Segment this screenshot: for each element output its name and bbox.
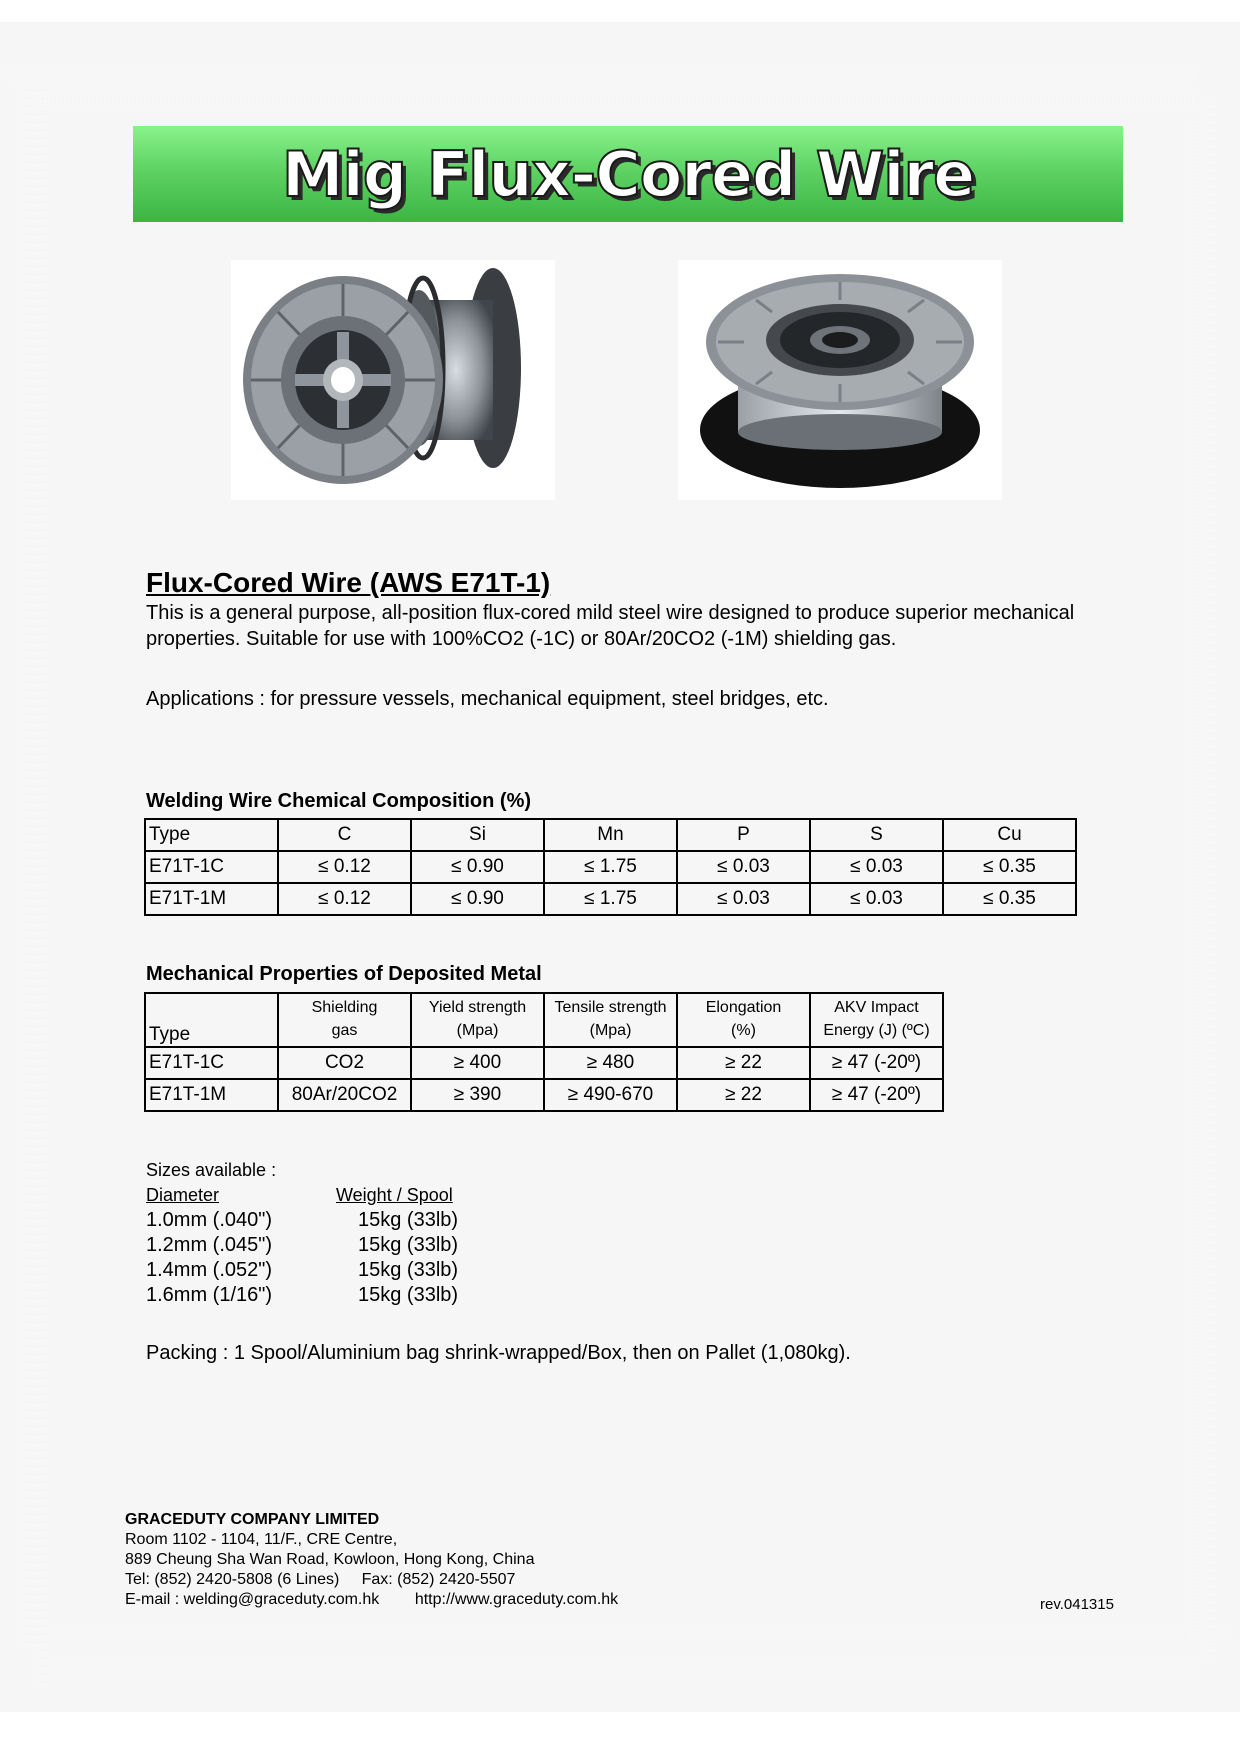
table-cell: 80Ar/20CO2 — [278, 1079, 411, 1111]
description-line-2: properties. Suitable for use with 100%CO2 (-1C) or 80Ar/20CO2 (-1M) shielding gas. — [146, 628, 897, 650]
table-header-cell: Tensile strength (Mpa) — [544, 993, 677, 1047]
table-cell: ≤ 0.03 — [810, 851, 943, 883]
table-header-cell: Type — [145, 993, 278, 1047]
applications-text: Applications : for pressure vessels, mechanical equipment, steel bridges, etc. — [146, 688, 829, 710]
table-cell: ≥ 480 — [544, 1047, 677, 1079]
spool-side-image — [231, 260, 555, 500]
table-cell: E71T-1M — [145, 883, 278, 915]
spool-top-image — [678, 260, 1002, 500]
table-header-cell: Mn — [544, 819, 677, 851]
list-item: 15kg (33lb) — [358, 1259, 459, 1281]
table-header-cell: Si — [411, 819, 544, 851]
table-header-cell: Yield strength (Mpa) — [411, 993, 544, 1047]
table-header-cell: C — [278, 819, 411, 851]
sizes-label: Sizes available : — [146, 1160, 277, 1180]
left-border-bar-outer — [20, 85, 34, 1645]
company-phone: Tel: (852) 2420-5808 (6 Lines) Fax: (852) 2420-5507 — [125, 1571, 516, 1588]
table-cell: ≤ 0.03 — [810, 883, 943, 915]
table-header-row — [145, 993, 943, 1047]
table-header-cell: AKV Impact Energy (J) (ºC) — [810, 993, 943, 1047]
table-cell: ≥ 400 — [411, 1047, 544, 1079]
title-banner — [133, 126, 1123, 222]
table-cell: ≤ 0.12 — [278, 851, 411, 883]
list-item: 1.0mm (.040") — [146, 1209, 273, 1231]
weight-header: Weight / Spool — [336, 1185, 453, 1205]
product-heading: Flux-Cored Wire (AWS E71T-1) — [146, 567, 551, 598]
description-line-1: This is a general purpose, all-position flux-cored mild steel wire designed to produce superior mechanical — [146, 602, 1075, 624]
composition-title: Welding Wire Chemical Composition (%) — [146, 790, 532, 812]
table-cell: ≥ 490-670 — [544, 1079, 677, 1111]
bottom-border-bar-cyan — [50, 1660, 1200, 1677]
list-item: 15kg (33lb) — [358, 1234, 459, 1256]
table-cell: E71T-1C — [145, 851, 278, 883]
company-name: GRACEDUTY COMPANY LIMITED — [125, 1511, 380, 1528]
table-cell: ≤ 0.03 — [677, 883, 810, 915]
page-title: Mig Flux-Cored Wire — [281, 138, 975, 211]
table-cell: E71T-1M — [145, 1079, 278, 1111]
table-cell: ≥ 22 — [677, 1079, 810, 1111]
right-border-bar-dark — [1204, 100, 1214, 1660]
table-row — [145, 883, 1076, 915]
list-item: 1.6mm (1/16") — [146, 1284, 273, 1306]
table-cell: CO2 — [278, 1047, 411, 1079]
right-border-bar-purple — [1188, 118, 1202, 1638]
spool-photo-side — [231, 260, 555, 500]
table-header-cell: Type — [145, 819, 278, 851]
table-cell: ≤ 0.90 — [411, 851, 544, 883]
bottom-border-bar-blue — [50, 1625, 1230, 1641]
diameter-column — [146, 1183, 326, 1308]
weight-column — [336, 1183, 476, 1308]
company-email-web: E-mail : welding@graceduty.com.hk http://www.graceduty.com.hk — [125, 1591, 619, 1608]
left-border-bar-inner — [36, 85, 48, 1685]
table-cell: ≥ 390 — [411, 1079, 544, 1111]
table-cell: ≤ 1.75 — [544, 883, 677, 915]
table-header-cell: P — [677, 819, 810, 851]
table-header-cell: Elongation (%) — [677, 993, 810, 1047]
mechanical-table — [144, 992, 944, 1112]
list-item: 15kg (33lb) — [358, 1209, 459, 1231]
table-header-row — [145, 819, 1076, 851]
table-cell: ≤ 0.03 — [677, 851, 810, 883]
table-row — [145, 1047, 943, 1079]
diameter-header: Diameter — [146, 1185, 220, 1205]
company-info — [125, 1510, 618, 1610]
list-item: 1.4mm (.052") — [146, 1259, 273, 1281]
table-cell: ≤ 0.90 — [411, 883, 544, 915]
table-row — [145, 851, 1076, 883]
company-address-1: Room 1102 - 1104, 11/F., CRE Centre, — [125, 1531, 398, 1548]
table-header-cell: Cu — [943, 819, 1076, 851]
list-item: 1.2mm (.045") — [146, 1234, 273, 1256]
table-cell: ≤ 0.12 — [278, 883, 411, 915]
table-cell: ≤ 0.35 — [943, 883, 1076, 915]
company-address-2: 889 Cheung Sha Wan Road, Kowloon, Hong Kong, China — [125, 1551, 535, 1568]
table-row — [145, 1079, 943, 1111]
table-cell: E71T-1C — [145, 1047, 278, 1079]
product-description — [146, 600, 1126, 652]
mechanical-title: Mechanical Properties of Deposited Metal — [146, 963, 542, 985]
composition-table — [144, 818, 1077, 916]
spool-photo-top — [678, 260, 1002, 500]
table-cell: ≤ 0.35 — [943, 851, 1076, 883]
table-cell: ≤ 1.75 — [544, 851, 677, 883]
table-cell: ≥ 22 — [677, 1047, 810, 1079]
list-item: 15kg (33lb) — [358, 1284, 459, 1306]
top-border-bar-cyan — [36, 92, 1196, 107]
table-cell: ≥ 47 (-20º) — [810, 1079, 943, 1111]
packing-text: Packing : 1 Spool/Aluminium bag shrink-wrapped/Box, then on Pallet (1,080kg). — [146, 1342, 851, 1364]
table-cell: ≥ 47 (-20º) — [810, 1047, 943, 1079]
table-header-cell: S — [810, 819, 943, 851]
table-header-cell: Shielding gas — [278, 993, 411, 1047]
top-border-bar-blue — [5, 67, 1195, 82]
revision-code: rev.041315 — [1040, 1596, 1114, 1613]
